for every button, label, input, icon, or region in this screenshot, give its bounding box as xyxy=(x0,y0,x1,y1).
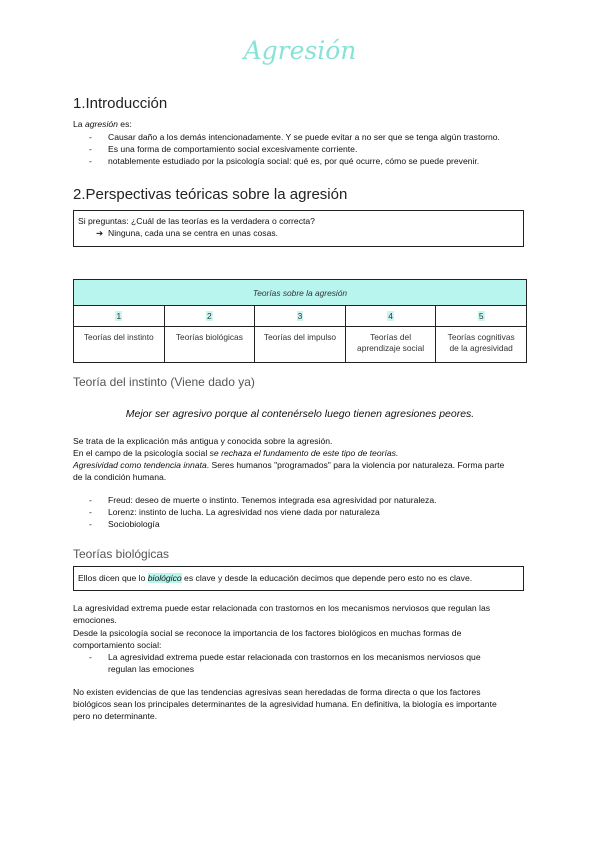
paragraph-line: pero no determinante. xyxy=(73,711,158,721)
text: Ellos dicen que lo xyxy=(78,573,148,583)
box-answer: Ninguna, cada una se centra en unas cosas. xyxy=(107,228,279,238)
text: 4 xyxy=(388,311,393,321)
dash: - xyxy=(89,144,92,154)
text: La xyxy=(73,119,85,129)
paragraph-line: comportamiento social: xyxy=(73,640,162,650)
text: Es una forma de comportamiento social excesivamente corriente. xyxy=(108,144,358,154)
paragraph-line: La agresividad extrema puede estar relacionada con trastornos en los mecanismos nerviosos que regulan las xyxy=(73,603,491,613)
heading-introduccion: 1.Introducción xyxy=(73,95,168,112)
table-label-cell: Teorías del aprendizaje social xyxy=(345,327,436,363)
list-item xyxy=(89,155,480,167)
text: es: xyxy=(117,119,132,129)
table-label-cell: Teorías cognitivas de la agresividad xyxy=(436,327,527,363)
heading-teorias-biologicas: Teorías biológicas xyxy=(73,547,170,561)
biological-box xyxy=(73,566,524,591)
paragraph-line: Desde la psicología social se reconoce la importancia de los factores biológicos en muchas formas de xyxy=(73,628,462,638)
text: Freud: deseo de muerte o instinto. Tenemos integrada esa agresividad por naturaleza. xyxy=(108,495,437,505)
text: La agresividad extrema puede estar relacionada con trastornos en los mecanismos nerviosos que xyxy=(108,652,481,662)
text: . Seres humanos "programados" para la violencia por naturaleza. Forma parte xyxy=(206,460,505,470)
paragraph-line xyxy=(73,459,504,471)
text-em: se rechaza el fundamento de este tipo de teorías. xyxy=(209,448,399,458)
table-number-cell xyxy=(345,306,436,327)
list-item xyxy=(89,518,160,530)
text: notablemente estudiado por la psicología social: qué es, por qué ocurre, cómo se puede prevenir. xyxy=(108,156,480,166)
box-answer-line xyxy=(78,227,519,239)
dash: - xyxy=(89,495,92,505)
text: Causar daño a los demás intencionadamente. Y se puede evitar a no ser que se tenga algún trastorno. xyxy=(108,132,500,142)
box-question: Si preguntas: ¿Cuál de las teorías es la verdadera o correcta? xyxy=(78,216,315,226)
text: 1 xyxy=(116,311,122,321)
dash: - xyxy=(89,156,92,166)
paragraph-line: No existen evidencias de que las tendencias agresivas sean heredadas de forma directa o que los factores xyxy=(73,687,481,697)
intro-lead xyxy=(73,118,132,130)
text-em: agresión xyxy=(84,119,118,129)
text: 3 xyxy=(297,311,303,321)
paragraph-line: emociones. xyxy=(73,615,117,625)
text: Lorenz: instinto de lucha. La agresividad nos viene dada por naturaleza xyxy=(108,507,380,517)
question-box xyxy=(73,210,524,247)
text: es clave y desde la educación decimos que depende pero esto no es clave. xyxy=(181,573,473,583)
dash: - xyxy=(89,519,92,529)
text: En el campo de la psicología social xyxy=(73,448,210,458)
dash: - xyxy=(89,132,92,142)
heading-teoria-instinto: Teoría del instinto (Viene dado ya) xyxy=(73,375,255,389)
dash: - xyxy=(89,507,92,517)
paragraph-line xyxy=(73,447,398,459)
text: regulan las emociones xyxy=(108,664,194,674)
table-number-cell xyxy=(255,306,346,327)
document-title: Agresión xyxy=(243,36,357,65)
text: 5 xyxy=(478,311,484,321)
list-item xyxy=(89,506,380,518)
table-number-cell xyxy=(74,306,165,327)
table-header: Teorías sobre la agresión xyxy=(74,280,527,306)
text: Sociobiología xyxy=(108,519,160,529)
theories-table xyxy=(73,279,527,363)
table-label-cell: Teorías biológicas xyxy=(164,327,255,363)
list-item xyxy=(89,494,437,506)
dash: - xyxy=(89,652,92,662)
quote: Mejor ser agresivo porque al contenérselo luego tienen agresiones peores. xyxy=(125,408,475,420)
heading-perspectivas: 2.Perspectivas teóricas sobre la agresión xyxy=(73,186,348,203)
highlighted-text: biológico xyxy=(147,573,182,583)
arrow-right-icon: ➔ xyxy=(96,228,104,238)
list-item xyxy=(89,131,500,143)
paragraph-line: biológicos sean los principales determinantes de la agresividad humana. En definitiva, la biología es importante xyxy=(73,699,497,709)
text: 2 xyxy=(207,311,212,321)
paragraph-line: de la condición humana. xyxy=(73,472,167,482)
table-label-cell: Teorías del impulso xyxy=(255,327,346,363)
paragraph-line: Se trata de la explicación más antigua y conocida sobre la agresión. xyxy=(73,436,333,446)
text-em: Agresividad como tendencia innata xyxy=(73,460,207,470)
table-number-cell xyxy=(436,306,527,327)
list-item xyxy=(89,143,358,155)
table-number-cell xyxy=(164,306,255,327)
list-item xyxy=(89,651,481,675)
table-label-cell: Teorías del instinto xyxy=(74,327,165,363)
